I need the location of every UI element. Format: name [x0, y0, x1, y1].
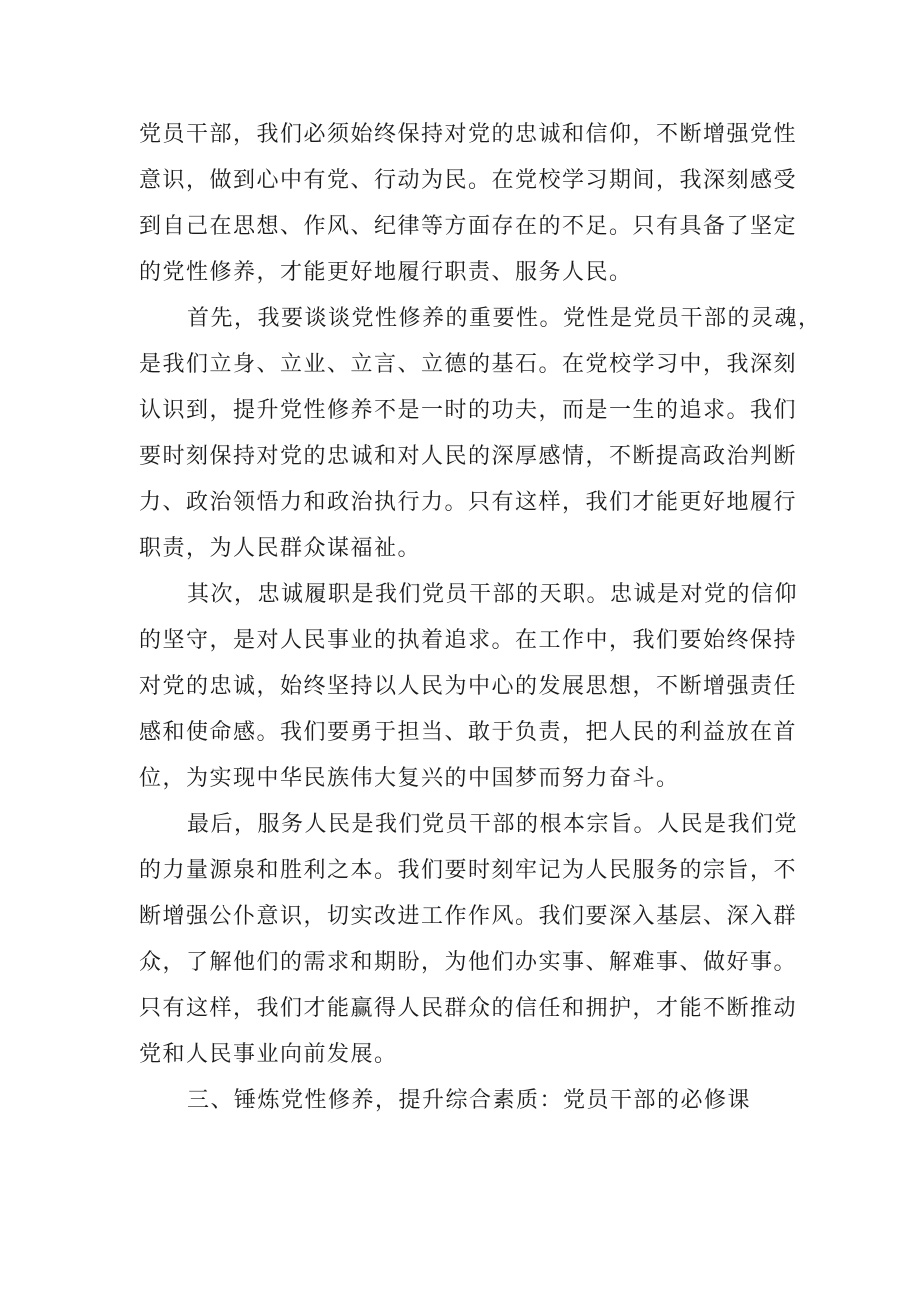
text-line: 的党性修养，才能更好地履行职责、服务人民。 — [139, 260, 633, 285]
text-line: 其次，忠诚履职是我们党员干部的天职。忠诚是对党的信仰 — [187, 582, 799, 607]
text-line: 的坚守，是对人民事业的执着追求。在工作中，我们要始终保持 — [139, 628, 798, 653]
document-body — [139, 112, 822, 1124]
text-line: 位，为实现中华民族伟大复兴的中国梦而努力奋斗。 — [139, 766, 680, 791]
text-line: 对党的忠诚，始终坚持以人民为中心的发展思想，不断增强责任 — [139, 674, 798, 699]
paragraph-1 — [139, 112, 799, 296]
text-line: 的力量源泉和胜利之本。我们要时刻牢记为人民服务的宗旨，不 — [139, 858, 798, 883]
text-line: 最后，服务人民是我们党员干部的根本宗旨。人民是我们党 — [187, 812, 799, 837]
text-line: 是我们立身、立业、立言、立德的基石。在党校学习中，我深刻 — [139, 352, 798, 377]
text-line: 职责，为人民群众谋福祉。 — [139, 536, 422, 561]
paragraph-4 — [139, 802, 799, 1078]
text-line: 认识到，提升党性修养不是一时的功夫，而是一生的追求。我们 — [139, 398, 798, 423]
text-line: 只有这样，我们才能赢得人民群众的信任和拥护，才能不断推动 — [139, 996, 798, 1021]
text-line: 到自己在思想、作风、纪律等方面存在的不足。只有具备了坚定 — [139, 214, 798, 239]
section-heading — [139, 1078, 799, 1124]
paragraph-2 — [139, 296, 822, 572]
paragraph-3 — [139, 572, 799, 802]
text-line: 党员干部，我们必须始终保持对党的忠诚和信仰，不断增强党性 — [139, 122, 798, 147]
text-line: 意识，做到心中有党、行动为民。在党校学习期间，我深刻感受 — [139, 168, 798, 193]
text-line: 众，了解他们的需求和期盼，为他们办实事、解难事、做好事。 — [139, 950, 798, 975]
text-line: 党和人民事业向前发展。 — [139, 1042, 398, 1067]
text-line: 要时刻保持对党的忠诚和对人民的深厚感情，不断提高政治判断 — [139, 444, 798, 469]
text-line: 力、政治领悟力和政治执行力。只有这样，我们才能更好地履行 — [139, 490, 798, 515]
text-line: 感和使命感。我们要勇于担当、敢于负责，把人民的利益放在首 — [139, 720, 798, 745]
text-line: 断增强公仆意识，切实改进工作作风。我们要深入基层、深入群 — [139, 904, 798, 929]
text-line: 首先，我要谈谈党性修养的重要性。党性是党员干部的灵魂， — [187, 306, 822, 331]
text-line: 三、锤炼党性修养，提升综合素质：党员干部的必修课 — [187, 1088, 752, 1113]
